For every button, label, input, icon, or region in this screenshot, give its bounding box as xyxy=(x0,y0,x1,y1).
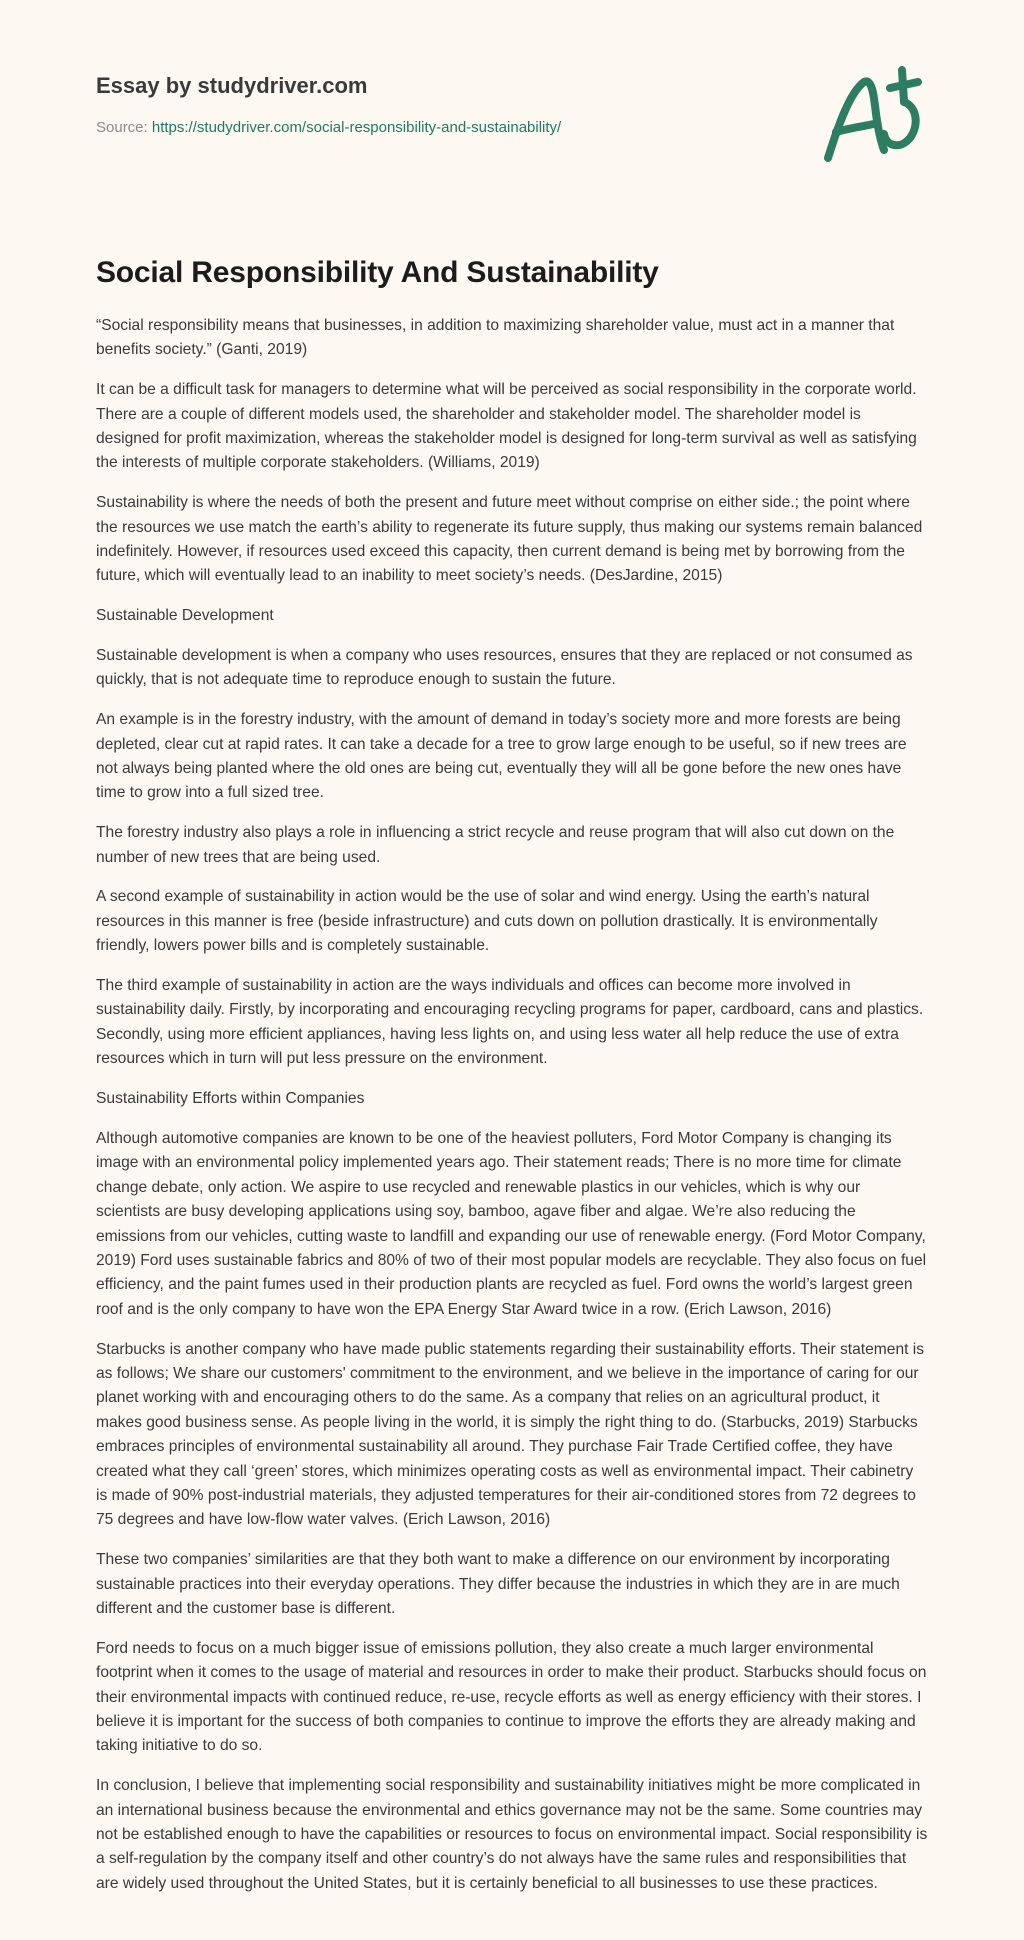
source-link[interactable]: https://studydriver.com/social-responsibility-and-sustainability/ xyxy=(151,119,562,136)
page-header xyxy=(96,70,796,138)
article-paragraph: A second example of sustainability in action would be the use of solar and wind energy. Using the earth’s natural resources in this manner is free (beside infrastructure) and cuts down on pollution drastically. It is environmentally friendly, lowers power bills and is completely sustainable. xyxy=(96,888,878,955)
article-paragraph: The forestry industry also plays a role in influencing a strict recycle and reuse program that will also cut down on the number of new trees that are being used. xyxy=(96,824,895,866)
brand-title: Essay by studydriver.com xyxy=(96,73,368,98)
article-paragraph: Sustainable development is when a company who uses resources, ensures that they are replaced or not consumed as quickly, that is not adequate time to reproduce enough to sustain the future. xyxy=(96,647,913,689)
article-paragraph: It can be a difficult task for managers to determine what will be perceived as social responsibility in the corporate world. There are a couple of different models used, the shareholder and stakeholder model. The shareholder model is designed for profit maximization, whereas the stakeholder model is designed for long-term survival as well as satisfying the interests of multiple corporate stakeholders. (Williams, 2019) xyxy=(96,381,917,472)
source-line xyxy=(96,118,796,138)
section-heading: Sustainable Development xyxy=(96,607,274,625)
a-plus-logo-icon xyxy=(816,66,928,170)
article-paragraph: Although automotive companies are known to be one of the heaviest polluters, Ford Motor Company is changing its image with an environmental policy implemented years ago. Their statement reads; There is no more time for climate change debate, only action. We aspire to use recycled and renewable plastics in our vehicles, which is why our scientists are busy developing applications using soy, bamboo, agave fiber and algae. We’re also reducing the emissions from our vehicles, cutting waste to landfill and expanding our use of renewable energy. (Ford Motor Company, 2019) Ford uses sustainable fabrics and 80% of two of their most popular models are recyclable. They also focus on fuel efficiency, and the paint fumes used in their production plants are recycled as fuel. Ford owns the world’s largest green roof and is the only company to have won the EPA Energy Star Award twice in a row. (Erich Lawson, 2016) xyxy=(96,1129,927,1318)
article-paragraph: Sustainability is where the needs of both the present and future meet without comprise on either side.; the point where the resources we use match the earth’s ability to regenerate its future supply, thus making our systems remain balanced indefinitely. However, if resources used exceed this capacity, then current demand is being met by borrowing from the future, which will eventually lead to an inability to meet society’s needs. (DesJardine, 2015) xyxy=(96,494,923,585)
article-paragraph: Ford needs to focus on a much bigger issue of emissions pollution, they also create a much larger environmental footprint when it comes to the usage of material and resources in order to make their product. Starbucks should focus on their environmental impacts with continued reduce, re-use, recycle efforts as well as energy efficiency with their stores. I believe it is important for the success of both companies to continue to improve the efforts they are already making and taking initiative to do so. xyxy=(96,1639,927,1755)
article-title: Social Responsibility And Sustainability xyxy=(96,256,659,289)
article-paragraph: The third example of sustainability in action are the ways individuals and offices can become more involved in sustainability daily. Firstly, by incorporating and encouraging recycling programs for paper, cardboard, cans and plastics. Secondly, using more efficient appliances, having less lights on, and using less water all help reduce the use of extra resources which in turn will put less pressure on the environment. xyxy=(96,977,924,1068)
source-label: Source: xyxy=(96,119,152,136)
article-paragraph: In conclusion, I believe that implementing social responsibility and sustainability initiatives might be more complicated in an international business because the environmental and ethics governance may not be the same. Some countries may not be established enough to have the capabilities or resources to focus on environmental impact. Social responsibility is a self-regulation by the company itself and other country’s do not always have the same rules and responsibilities that are widely used throughout the United States, but it is certainly beneficial to all businesses to use these practices. xyxy=(96,1777,928,1892)
article-paragraph: Starbucks is another company who have made public statements regarding their sustainability efforts. Their statement is as follows; We share our customers' commitment to the environment, and we believe in the importance of caring for our planet working with and encouraging others to do the same. As a company that relies on an agricultural product, it makes good business sense. As people living in the world, it is simply the right thing to do. (Starbucks, 2019) Starbucks embraces principles of environmental sustainability all around. They purchase Fair Trade Certified coffee, they have created what they call ‘green’ stores, which minimizes operating costs as well as environmental impact. Their cabinetry is made of 90% post-industrial materials, they adjusted temperatures for their air-conditioned stores from 72 degrees to 75 degrees and have low-flow water valves. (Erich Lawson, 2016) xyxy=(96,1340,925,1529)
article-paragraph: “Social responsibility means that businesses, in addition to maximizing shareholder value, must act in a manner that benefits society.” (Ganti, 2019) xyxy=(96,317,895,359)
article-body xyxy=(96,250,928,1912)
section-heading: Sustainability Efforts within Companies xyxy=(96,1090,365,1108)
article-paragraph: An example is in the forestry industry, with the amount of demand in today’s society more and more forests are being depleted, clear cut at rapid rates. It can take a decade for a tree to grow large enough to be useful, so if new trees are not always being planted where the old ones are being cut, eventually they will all be gone before the new ones have time to grow into a full sized tree. xyxy=(96,711,907,802)
article-paragraph: These two companies’ similarities are that they both want to make a difference on our environment by incorporating sustainable practices into their everyday operations. They differ because the industries in which they are in are much different and the customer base is different. xyxy=(96,1551,900,1617)
